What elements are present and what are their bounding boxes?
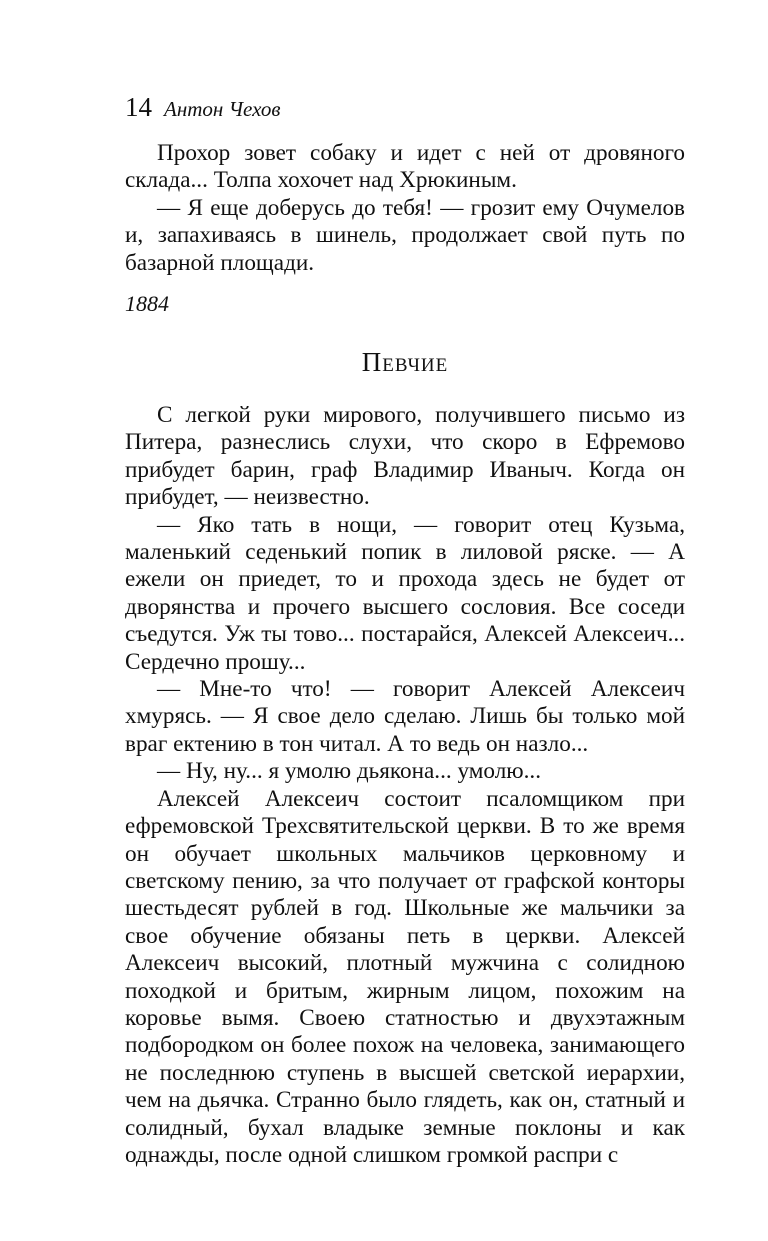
paragraph: Алексей Алексеич состоит псаломщиком при ефремовской Трехсвятительской церкви. В то же время он обучает школьных мальчиков церковному и светскому пению, за что получает от графской конторы шестьдесят рублей в год. Школьные же мальчики за свое обучение обязаны петь в церкви. Алексей Алексеич высокий, плотный мужчина с солидною походкой и бритым, жирным лицом, похожим на коровье вымя. Своею статностью и двухэтажным подбородком он более похож на человека, занимающего не последнюю ступень в высшей светской иерархии, чем на дьячка. Странно было глядеть, как он, статный и солидный, бухал владыке земные поклоны и как однажды, после одной слишком громкой распри с [125, 785, 685, 1168]
paragraph: Прохор зовет собаку и идет с ней от дровяного склада... Толпа хохочет над Хрюкиным. [125, 140, 685, 194]
paragraph: — Яко тать в нощи, — говорит отец Кузьма, маленький седенький попик в лиловой ряске. — А ежели он приедет, то и прохода здесь не будет от дворянства и прочего высшего сословия. Все соседи съедутся. Уж ты тово... постарайся, Алексей Алексеич... Сердечно прошу... [125, 511, 685, 675]
previous-story-ending [125, 140, 685, 277]
story-body [125, 402, 685, 1169]
running-head-author: Антон Чехов [164, 97, 281, 121]
story-date: 1884 [125, 291, 169, 316]
paragraph: — Мне-то что! — говорит Алексей Алексеич хмурясь. — Я свое дело сделаю. Лишь бы только мой враг ектению в тон читал. А то ведь он назло... [125, 676, 685, 757]
paragraph: С легкой руки мирового, получившего письмо из Питера, разнеслись слухи, что скоро в Ефремово прибудет барин, граф Владимир Иваныч. Когда он прибудет, — неизвестно. [125, 402, 685, 511]
page-number: 14 [125, 92, 152, 122]
story-title: Певчие [361, 347, 449, 377]
running-head [125, 92, 281, 123]
paragraph: — Я еще доберусь до тебя! — грозит ему Очумелов и, запахиваясь в шинель, продолжает свой путь по базарной площади. [125, 194, 685, 276]
paragraph: — Ну, ну... я умолю дьякона... умолю... [157, 758, 542, 785]
